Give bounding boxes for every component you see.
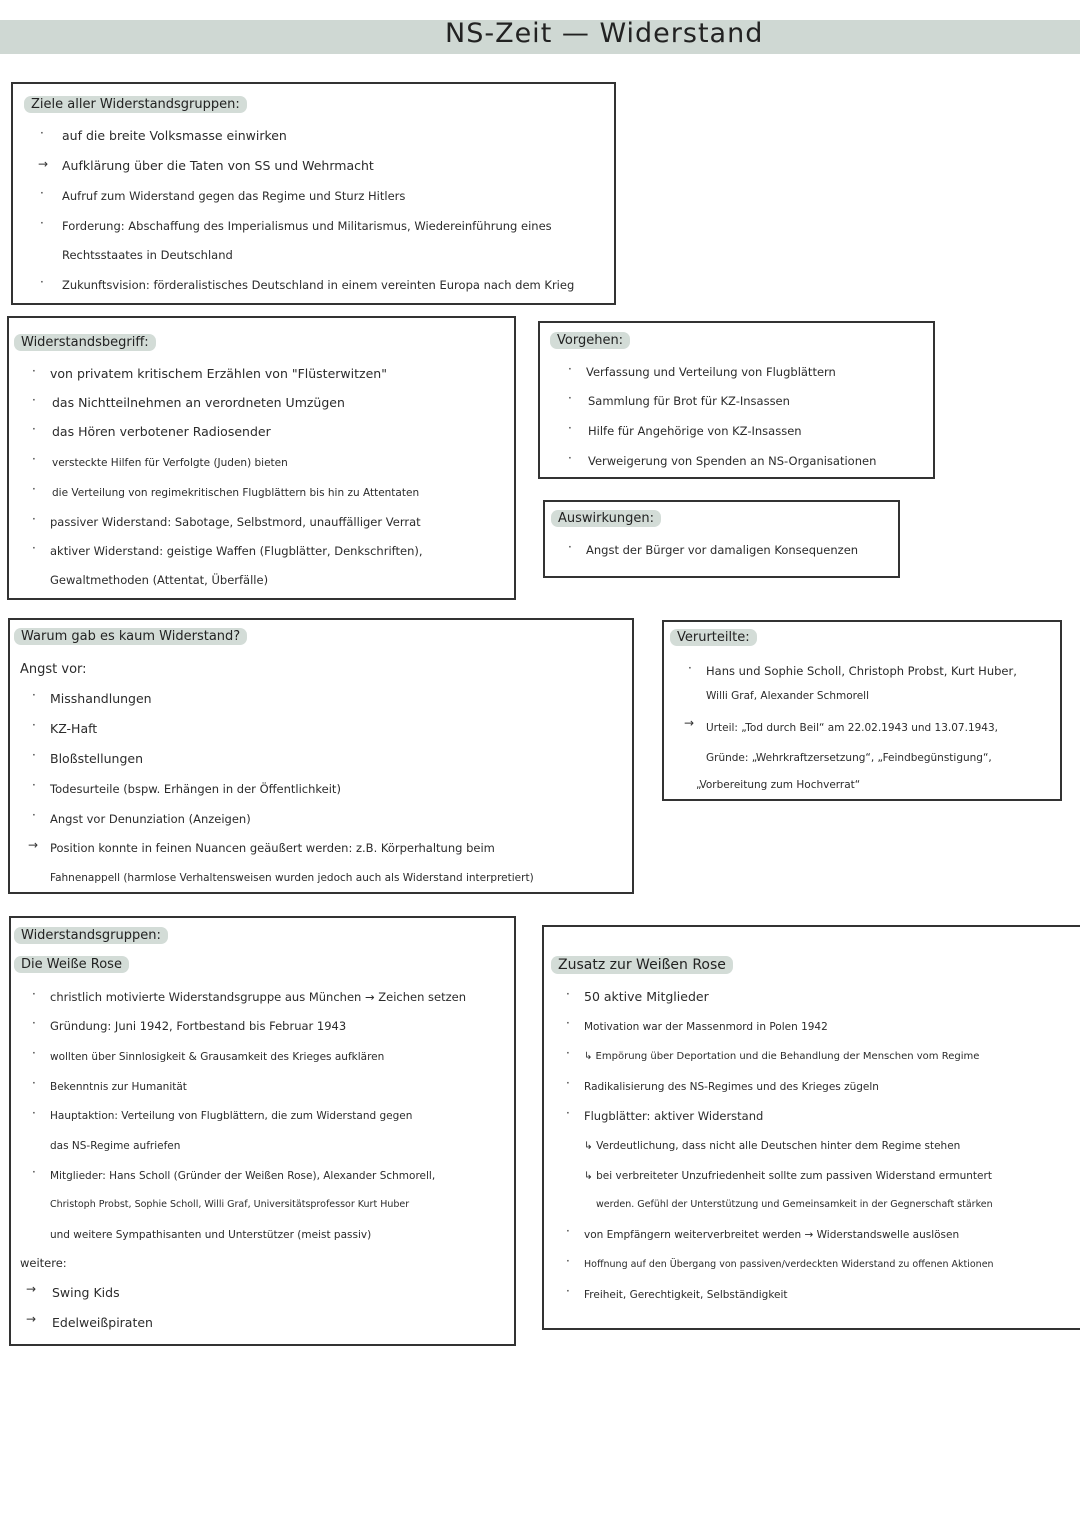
warum-intro: Angst vor:	[20, 662, 87, 677]
bullet: ·	[40, 216, 44, 230]
zusatz-item: Freiheit, Gerechtigkeit, Selbständigkeit	[584, 1289, 788, 1301]
warum-item: Todesurteile (bspw. Erhängen in der Öffentlichkeit)	[50, 782, 341, 796]
bullet: ·	[40, 186, 44, 200]
bullet: ·	[32, 778, 36, 792]
begriff-item: passiver Widerstand: Sabotage, Selbstmord, unauffälliger Verrat	[50, 515, 421, 529]
bullet: ·	[566, 1076, 570, 1090]
gruppen-item: Hauptaktion: Verteilung von Flugblättern, die zum Widerstand gegen	[50, 1110, 413, 1122]
begriff-item: Gewaltmethoden (Attentat, Überfälle)	[50, 573, 269, 587]
arrow-icon: →	[26, 1312, 37, 1326]
bullet: ·	[32, 452, 36, 466]
warum-item: Angst vor Denunziation (Anzeigen)	[50, 812, 251, 826]
bullet: ·	[568, 362, 572, 376]
bullet: ·	[32, 1016, 36, 1030]
begriff-item: die Verteilung von regimekritischen Flugblättern bis hin zu Attentaten	[52, 487, 420, 499]
zusatz-item: werden. Gefühl der Unterstützung und Gemeinsamkeit in der Gegnerschaft stärken	[596, 1199, 993, 1210]
begriff-heading: Widerstandsbegriff:	[14, 334, 156, 351]
gruppen-item: und weitere Sympathisanten und Unterstützer (meist passiv)	[50, 1229, 372, 1241]
bullet: ·	[566, 1284, 570, 1298]
zusatz-item: ↳ Verdeutlichung, dass nicht alle Deutschen hinter dem Regime stehen	[584, 1140, 961, 1152]
vorgehen-item: Verfassung und Verteilung von Flugblättern	[586, 365, 836, 379]
arrow-icon: →	[26, 1282, 37, 1296]
zusatz-item: ↳ Empörung über Deportation und die Behandlung der Menschen vom Regime	[584, 1051, 980, 1062]
bullet: ·	[32, 688, 36, 702]
arrow-icon: →	[38, 157, 49, 171]
ziele-item: Forderung: Abschaffung des Imperialismus und Militarismus, Wiedereinführung eines	[62, 219, 552, 233]
bullet: ·	[32, 718, 36, 732]
bullet: ·	[32, 987, 36, 1001]
bullet: ·	[32, 364, 36, 378]
vorgehen-item: Sammlung für Brot für KZ-Insassen	[588, 394, 790, 408]
weisse-rose-heading: Die Weiße Rose	[14, 956, 129, 973]
verurteilte-heading: Verurteilte:	[670, 629, 757, 646]
bullet: ·	[32, 1076, 36, 1090]
vorgehen-item: Verweigerung von Spenden an NS-Organisationen	[588, 454, 877, 468]
bullet: ·	[32, 1046, 36, 1060]
zusatz-item: ↳ bei verbreiteter Unzufriedenheit sollte zum passiven Widerstand ermuntert	[584, 1170, 992, 1182]
gruppen-item: das NS-Regime aufriefen	[50, 1140, 181, 1152]
zusatz-heading: Zusatz zur Weißen Rose	[551, 956, 733, 974]
warum-item: KZ-Haft	[50, 721, 98, 736]
zusatz-item: Radikalisierung des NS-Regimes und des Krieges zügeln	[584, 1081, 879, 1093]
begriff-item: das Nichtteilnehmen an verordneten Umzügen	[52, 395, 345, 410]
zusatz-item: Hoffnung auf den Übergang von passiven/verdeckten Widerstand zu offenen Aktionen	[584, 1259, 994, 1270]
warum-item: Bloßstellungen	[50, 751, 144, 766]
verurteilte-item: Gründe: „Wehrkraftzersetzung“, „Feindbegünstigung“,	[706, 752, 992, 764]
page-title: NS-Zeit — Widerstand	[445, 18, 764, 49]
gruppen-item: Bekenntnis zur Humanität	[50, 1081, 187, 1093]
bullet: ·	[568, 451, 572, 465]
bullet: ·	[32, 808, 36, 822]
bullet: ·	[32, 1106, 36, 1120]
begriff-item: versteckte Hilfen für Verfolgte (Juden) bieten	[52, 457, 288, 469]
verurteilte-item: Hans und Sophie Scholl, Christoph Probst, Kurt Huber,	[706, 664, 1017, 678]
verurteilte-box	[662, 620, 1062, 801]
bullet: ·	[566, 1224, 570, 1238]
vorgehen-heading: Vorgehen:	[550, 332, 630, 349]
verurteilte-item: „Vorbereitung zum Hochverrat“	[696, 779, 861, 791]
bullet: ·	[40, 275, 44, 289]
bullet: ·	[32, 512, 36, 526]
ziele-item: Aufklärung über die Taten von SS und Wehrmacht	[62, 158, 374, 173]
zusatz-item: von Empfängern weiterverbreitet werden → Widerstandswelle auslösen	[584, 1229, 960, 1241]
bullet: ·	[32, 393, 36, 407]
weitere-item: Swing Kids	[52, 1285, 120, 1300]
zusatz-item: Motivation war der Massenmord in Polen 1942	[584, 1021, 828, 1033]
bullet: ·	[32, 422, 36, 436]
bullet: ·	[32, 541, 36, 555]
bullet: ·	[568, 540, 572, 554]
bullet: ·	[32, 748, 36, 762]
bullet: ·	[688, 661, 692, 675]
bullet: ·	[566, 987, 570, 1001]
bullet: ·	[40, 126, 44, 140]
bullet: ·	[32, 482, 36, 496]
bullet: ·	[566, 1254, 570, 1268]
gruppen-heading: Widerstandsgruppen:	[14, 927, 168, 944]
ziele-item: Rechtsstaates in Deutschland	[62, 248, 233, 262]
warum-item: Fahnenappell (harmlose Verhaltensweisen wurden jedoch auch als Widerstand interpretiert)	[50, 872, 534, 884]
bullet: ·	[568, 391, 572, 405]
ziele-heading: Ziele aller Widerstandsgruppen:	[24, 96, 247, 113]
zusatz-top-stroke	[1020, 925, 1074, 927]
gruppen-item: Christoph Probst, Sophie Scholl, Willi Graf, Universitätsprofessor Kurt Huber	[50, 1199, 410, 1210]
verurteilte-item: Urteil: „Tod durch Beil“ am 22.02.1943 und 13.07.1943,	[706, 722, 999, 734]
gruppen-item: christlich motivierte Widerstandsgruppe aus München → Zeichen setzen	[50, 990, 467, 1004]
gruppen-item: Gründung: Juni 1942, Fortbestand bis Februar 1943	[50, 1019, 347, 1033]
auswirkungen-heading: Auswirkungen:	[551, 510, 661, 527]
bullet: ·	[566, 1046, 570, 1060]
verurteilte-item: Willi Graf, Alexander Schmorell	[706, 690, 870, 702]
arrow-icon: →	[684, 716, 695, 730]
warum-item: Position konnte in feinen Nuancen geäußert werden: z.B. Körperhaltung beim	[50, 841, 495, 855]
arrow-icon: →	[28, 838, 39, 852]
bullet: ·	[566, 1016, 570, 1030]
begriff-item: aktiver Widerstand: geistige Waffen (Flugblätter, Denkschriften),	[50, 544, 423, 558]
ziele-item: Zukunftsvision: förderalistisches Deutschland in einem vereinten Europa nach dem Krieg	[62, 278, 575, 292]
bullet: ·	[32, 1165, 36, 1179]
gruppen-box	[9, 916, 516, 1346]
ziele-item: Aufruf zum Widerstand gegen das Regime und Sturz Hitlers	[62, 189, 406, 203]
vorgehen-item: Hilfe für Angehörige von KZ-Insassen	[588, 424, 802, 438]
bullet: ·	[568, 421, 572, 435]
begriff-item: von privatem kritischem Erzählen von "Flüsterwitzen"	[50, 366, 387, 381]
auswirkungen-item: Angst der Bürger vor damaligen Konsequenzen	[586, 543, 859, 557]
bullet: ·	[566, 1106, 570, 1120]
warum-heading: Warum gab es kaum Widerstand?	[14, 628, 247, 645]
ziele-item: auf die breite Volksmasse einwirken	[62, 128, 287, 143]
warum-item: Misshandlungen	[50, 691, 152, 706]
gruppen-item: Mitglieder: Hans Scholl (Gründer der Weißen Rose), Alexander Schmorell,	[50, 1170, 436, 1182]
weitere-item: Edelweißpiraten	[52, 1315, 153, 1330]
zusatz-item: 50 aktive Mitglieder	[584, 989, 709, 1004]
gruppen-item: wollten über Sinnlosigkeit & Grausamkeit des Krieges aufklären	[50, 1051, 385, 1063]
weitere-label: weitere:	[20, 1256, 67, 1270]
begriff-item: das Hören verbotener Radiosender	[52, 424, 271, 439]
zusatz-item: Flugblätter: aktiver Widerstand	[584, 1109, 764, 1123]
